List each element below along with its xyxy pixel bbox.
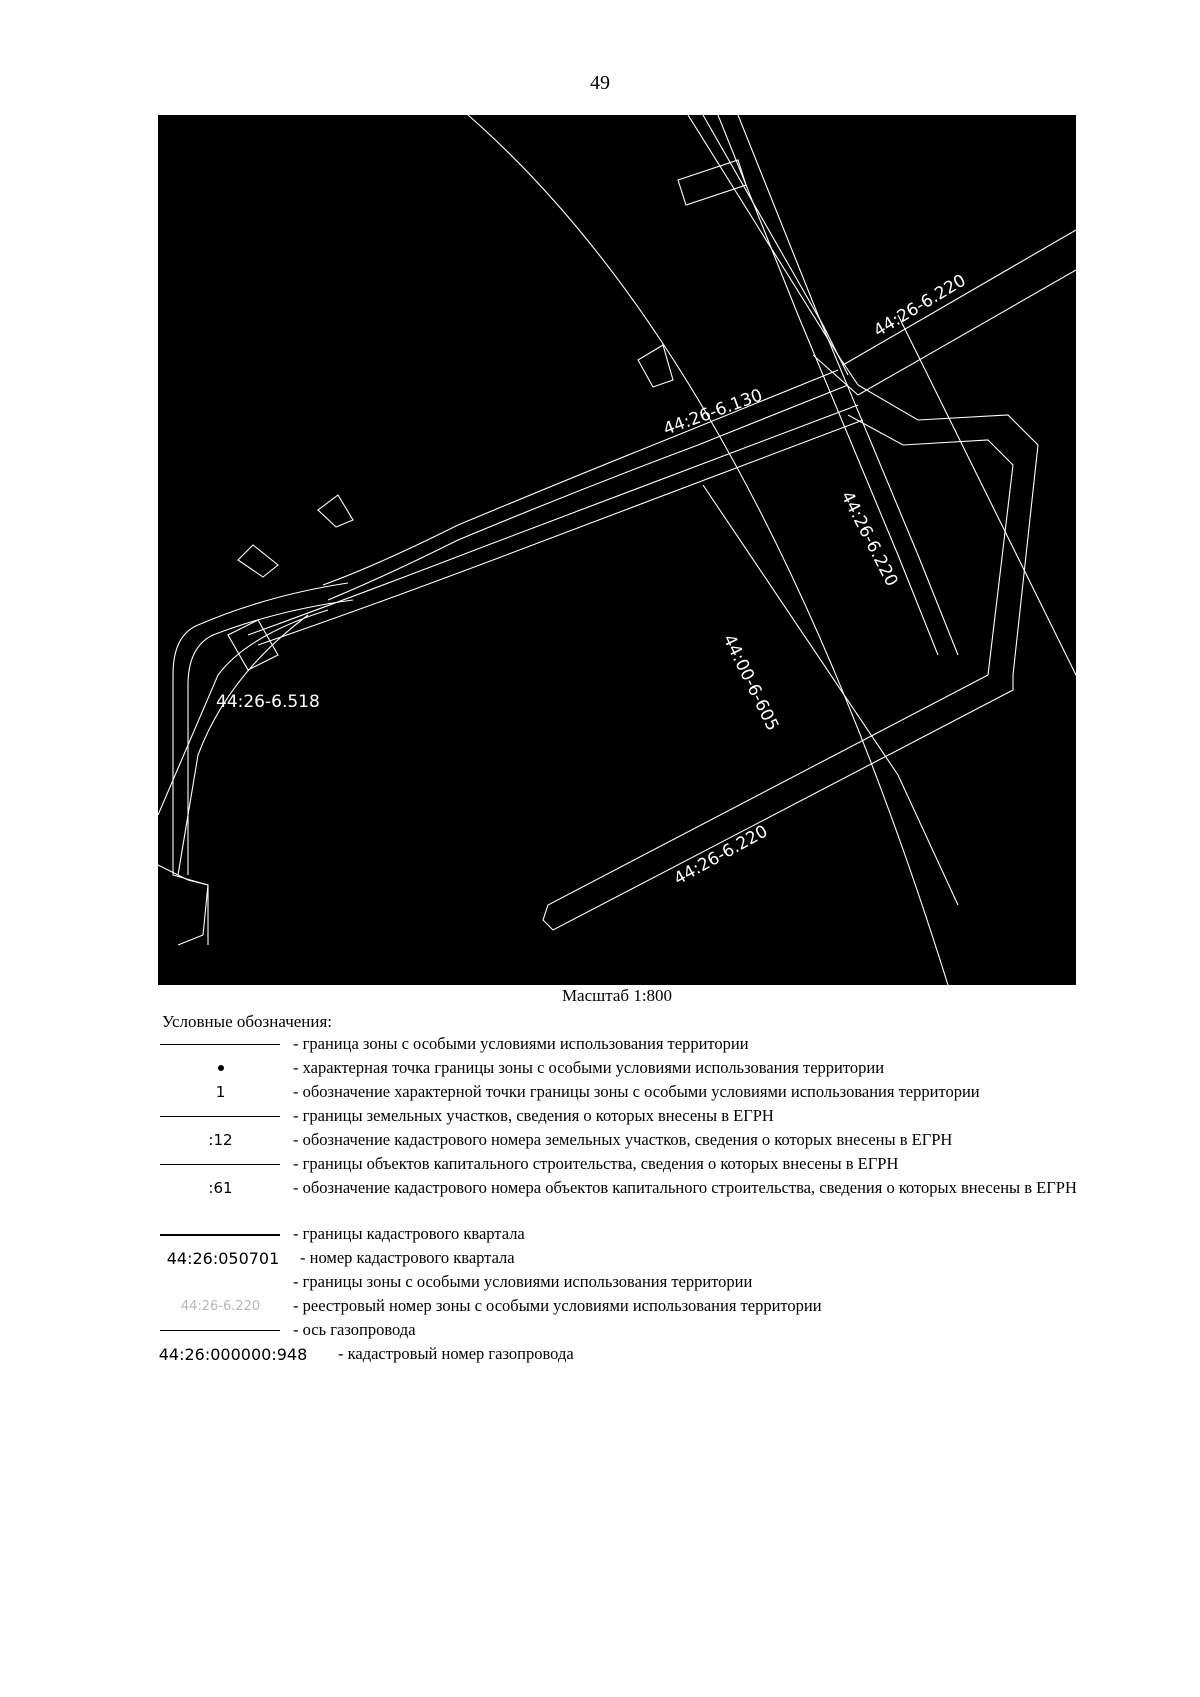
legend-text: - номер кадастрового квартала <box>300 1248 515 1267</box>
map-label-zone-518: 44:26-6.518 <box>216 692 320 712</box>
zone-220-bottom-band <box>543 675 1013 930</box>
legend-symbol-zone-boundary-2 <box>158 1271 283 1295</box>
legend-symbol-zone-boundary <box>158 1033 283 1057</box>
legend-symbol-parcel-number <box>158 1129 283 1153</box>
legend-text: - ось газопровода <box>293 1320 416 1339</box>
map-label-zone-220-bottom: 44:26-6.220 <box>670 821 772 890</box>
legend-item <box>158 1177 1078 1223</box>
legend-symbol-point <box>158 1057 283 1081</box>
legend-symbol-text: 44:26:050701 <box>166 1249 280 1268</box>
legend-item <box>158 1343 1078 1367</box>
scale-label: Масштаб 1:800 <box>561 986 673 1005</box>
zone-220-ne-band <box>843 230 1076 395</box>
pipeline-edge-main <box>258 420 863 645</box>
legend-symbol-parcel-boundary <box>158 1105 283 1129</box>
legend-item <box>158 1057 1078 1081</box>
cadastral-map <box>158 115 1076 985</box>
legend-symbol-text: :61 <box>208 1179 233 1197</box>
legend-text: - кадастровый номер газопровода <box>338 1344 574 1363</box>
map-label-zone-130: 44:26-6.130 <box>660 385 766 440</box>
legend-text: - граница зоны с особыми условиями использования территории <box>293 1034 749 1053</box>
legend-item <box>158 1033 1078 1057</box>
legend-text: - реестровый номер зоны с особыми условиями использования территории <box>293 1296 822 1315</box>
legend-symbol-quarter-boundary <box>158 1223 283 1247</box>
legend-text: - границы земельных участков, сведения о которых внесены в ЕГРН <box>293 1106 774 1125</box>
legend-symbol-pipeline-number <box>158 1343 308 1367</box>
legend-item <box>158 1295 1078 1319</box>
legend-symbol-building-boundary <box>158 1153 283 1177</box>
legend-symbol-text: 44:26:000000:948 <box>158 1345 308 1364</box>
building-outline-mid-small <box>318 495 353 527</box>
legend-symbol-quarter-number <box>158 1247 283 1271</box>
legend-text: - обозначение характерной точки границы зоны с особыми условиями использования территории <box>293 1082 980 1101</box>
legend-text: - границы объектов капитального строительства, сведения о которых внесены в ЕГРН <box>293 1154 899 1173</box>
map-label-zone-220-top: 44:26-6.220 <box>870 270 970 342</box>
zone-518-thin-a <box>158 610 328 815</box>
legend-item <box>158 1319 1078 1343</box>
map-labels <box>216 271 970 890</box>
zone-518-thin-b <box>178 615 308 875</box>
legend-symbol-point-number <box>158 1081 283 1105</box>
legend-text: - границы зоны с особыми условиями использования территории <box>293 1272 753 1291</box>
legend-text: - характерная точка границы зоны с особыми условиями использования территории <box>293 1058 885 1077</box>
legend-symbol-text: 44:26-6.220 <box>180 1299 261 1314</box>
legend-symbol-text: :12 <box>208 1131 233 1149</box>
legend <box>158 1033 1078 1367</box>
legend-symbol-text: 1 <box>215 1083 226 1101</box>
legend-text: - обозначение кадастрового номера земельных участков, сведения о которых внесены в ЕГРН <box>293 1130 953 1149</box>
building-outline-left <box>238 545 278 577</box>
map-label-zone-220-right: 44:26-6.220 <box>836 488 902 590</box>
legend-item <box>158 1153 1078 1177</box>
zone-518-bottom-cap <box>158 865 208 945</box>
zone-518-curve <box>173 583 348 945</box>
legend-item <box>158 1105 1078 1129</box>
building-outline-top <box>678 160 746 205</box>
pipeline-axis-main <box>248 405 858 635</box>
legend-text: - границы кадастрового квартала <box>293 1224 525 1243</box>
legend-symbol-building-number <box>158 1177 283 1201</box>
legend-item <box>158 1129 1078 1153</box>
map-label-zone-605: 44:00-6-605 <box>718 631 783 735</box>
legend-symbol-zone-registry <box>158 1295 283 1319</box>
zone-518-outline <box>228 620 278 670</box>
page-number: 49 <box>590 72 610 94</box>
legend-item <box>158 1081 1078 1105</box>
zone-130-corridor-inner <box>328 385 848 600</box>
legend-text: - обозначение кадастрового номера объектов капитального строительства, сведения о которых внесены в ЕГРН <box>293 1178 1077 1197</box>
legend-item <box>158 1223 1078 1247</box>
legend-item <box>158 1247 1078 1271</box>
legend-symbol-pipeline-axis <box>158 1319 283 1343</box>
zone-220-right-band <box>718 115 958 655</box>
legend-item <box>158 1271 1078 1295</box>
legend-title: Условные обозначения: <box>162 1012 333 1031</box>
